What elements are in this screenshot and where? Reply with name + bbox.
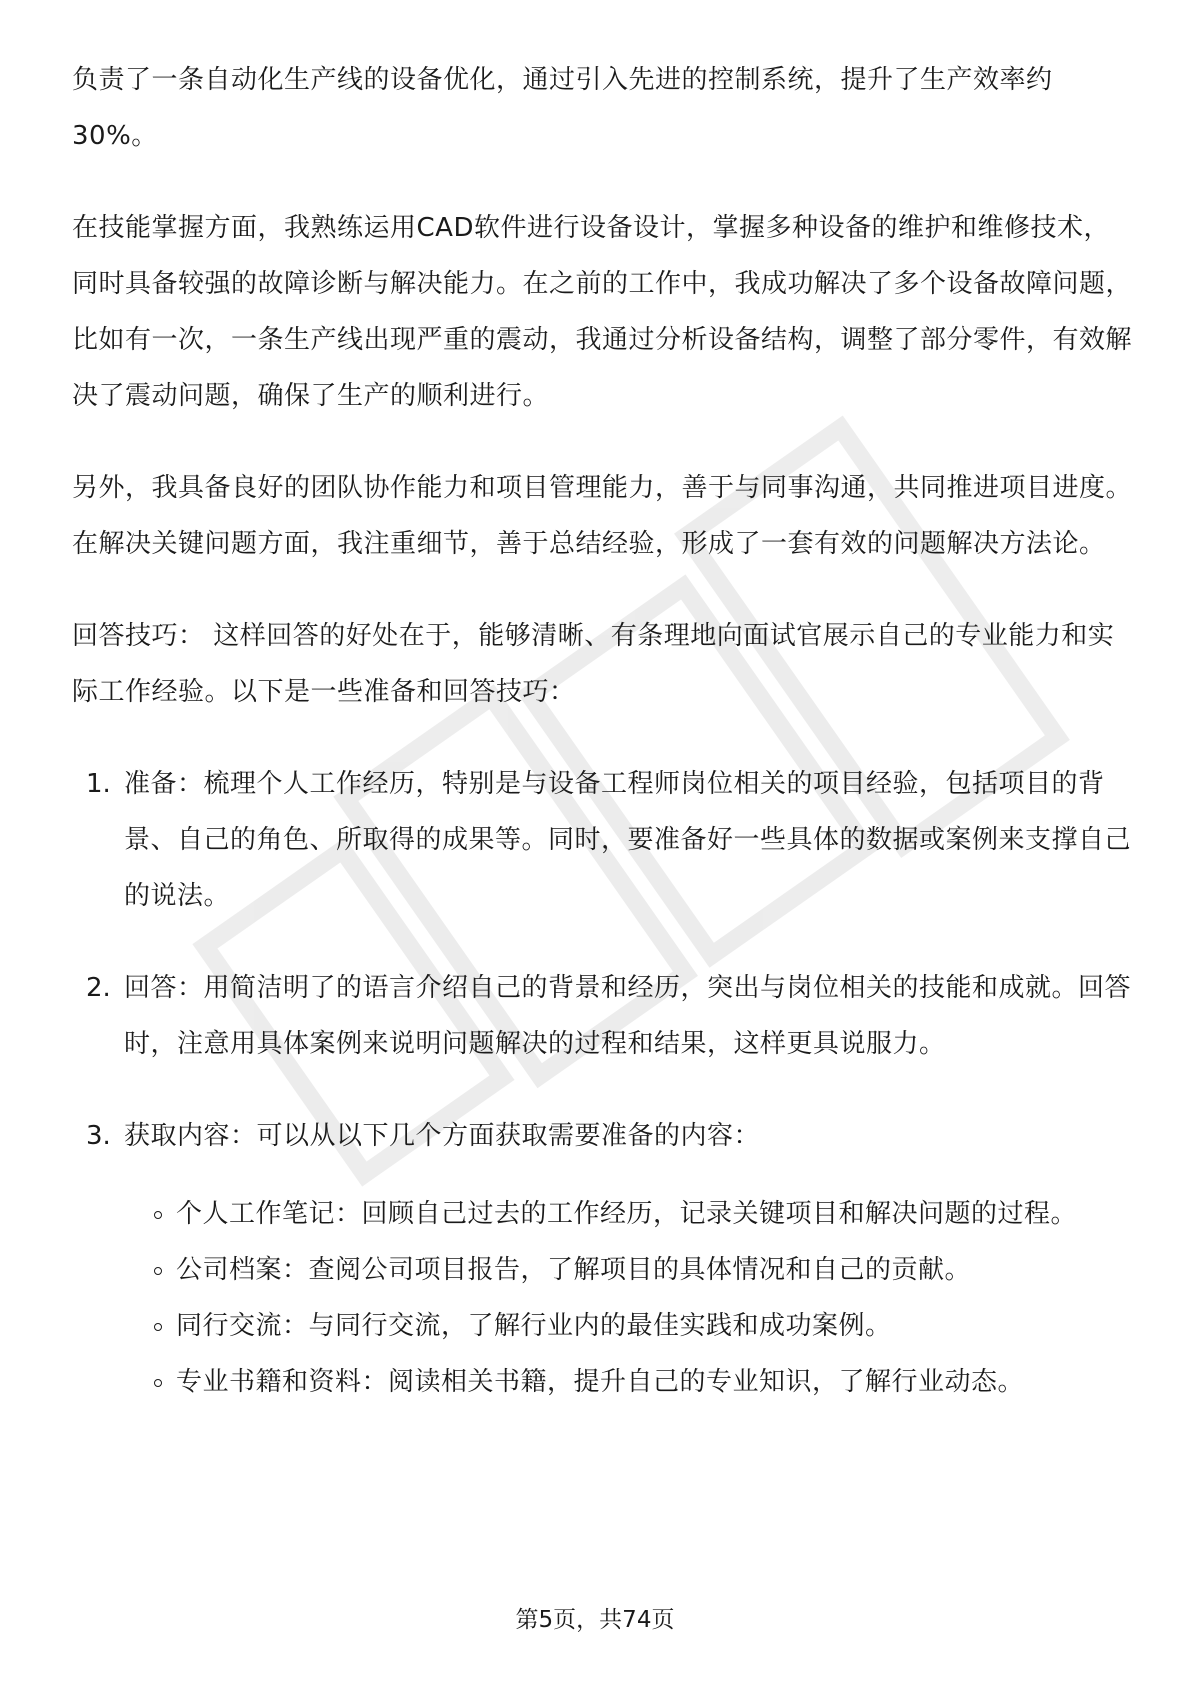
- list-number: 2.: [86, 973, 111, 1003]
- sub-list-item: [124, 1186, 1132, 1242]
- paragraph-3: 另外，我具备良好的团队协作能力和项目管理能力，善于与同事沟通，共同推进项目进度。在解决关键问题方面，我注重细节，善于总结经验，形成了一套有效的问题解决方法论。: [72, 473, 1133, 559]
- sub-list-item: [124, 1242, 1132, 1298]
- bullet-circle-icon: [154, 1267, 162, 1275]
- list-item-text: 准备：梳理个人工作经历，特别是与设备工程师岗位相关的项目经验，包括项目的背景、自己的角色、所取得的成果等。同时，要准备好一些具体的数据或案例来支撑自己的说法。: [124, 769, 1132, 911]
- paragraph-2: 在技能掌握方面，我熟练运用CAD软件进行设备设计，掌握多种设备的维护和维修技术，同时具备较强的故障诊断与解决能力。在之前的工作中，我成功解决了多个设备故障问题，比如有一次，一条生产线出现严重的震动，我通过分析设备结构，调整了部分零件，有效解决了震动问题，确保了生产的顺利进行。: [72, 213, 1133, 411]
- list-item-text: 获取内容：可以从以下几个方面获取需要准备的内容：: [124, 1121, 761, 1151]
- paragraph-4: 回答技巧： 这样回答的好处在于，能够清晰、有条理地向面试官展示自己的专业能力和实际工作经验。以下是一些准备和回答技巧：: [72, 621, 1115, 707]
- numbered-list: [72, 756, 1132, 1410]
- bullet-circle-icon: [154, 1379, 162, 1387]
- sub-list-item: [124, 1354, 1132, 1410]
- list-item-text: 回答：用简洁明了的语言介绍自己的背景和经历，突出与岗位相关的技能和成就。回答时，注意用具体案例来说明问题解决的过程和结果，这样更具说服力。: [124, 973, 1132, 1059]
- list-item: [72, 960, 1132, 1072]
- sub-list-item-text: 个人工作笔记：回顾自己过去的工作经历，记录关键项目和解决问题的过程。: [176, 1199, 1078, 1229]
- paragraph-1: 负责了一条自动化生产线的设备优化，通过引入先进的控制系统，提升了生产效率约30%。: [72, 65, 1053, 151]
- page-footer: 第5页，共74页: [515, 1607, 675, 1633]
- list-item: [72, 756, 1132, 924]
- sub-list-item-text: 公司档案：查阅公司项目报告，了解项目的具体情况和自己的贡献。: [176, 1255, 972, 1285]
- bullet-circle-icon: [154, 1323, 162, 1331]
- sub-list-item: [124, 1298, 1132, 1354]
- sub-list-item-text: 同行交流：与同行交流，了解行业内的最佳实践和成功案例。: [176, 1311, 892, 1341]
- bullet-circle-icon: [154, 1211, 162, 1219]
- document-body: [72, 52, 1132, 1446]
- sub-list-item-text: 专业书籍和资料：阅读相关书籍，提升自己的专业知识，了解行业动态。: [176, 1367, 1025, 1397]
- list-number: 3.: [86, 1121, 111, 1151]
- list-number: 1.: [86, 769, 111, 799]
- list-item: [72, 1108, 1132, 1410]
- sub-list: [124, 1186, 1132, 1410]
